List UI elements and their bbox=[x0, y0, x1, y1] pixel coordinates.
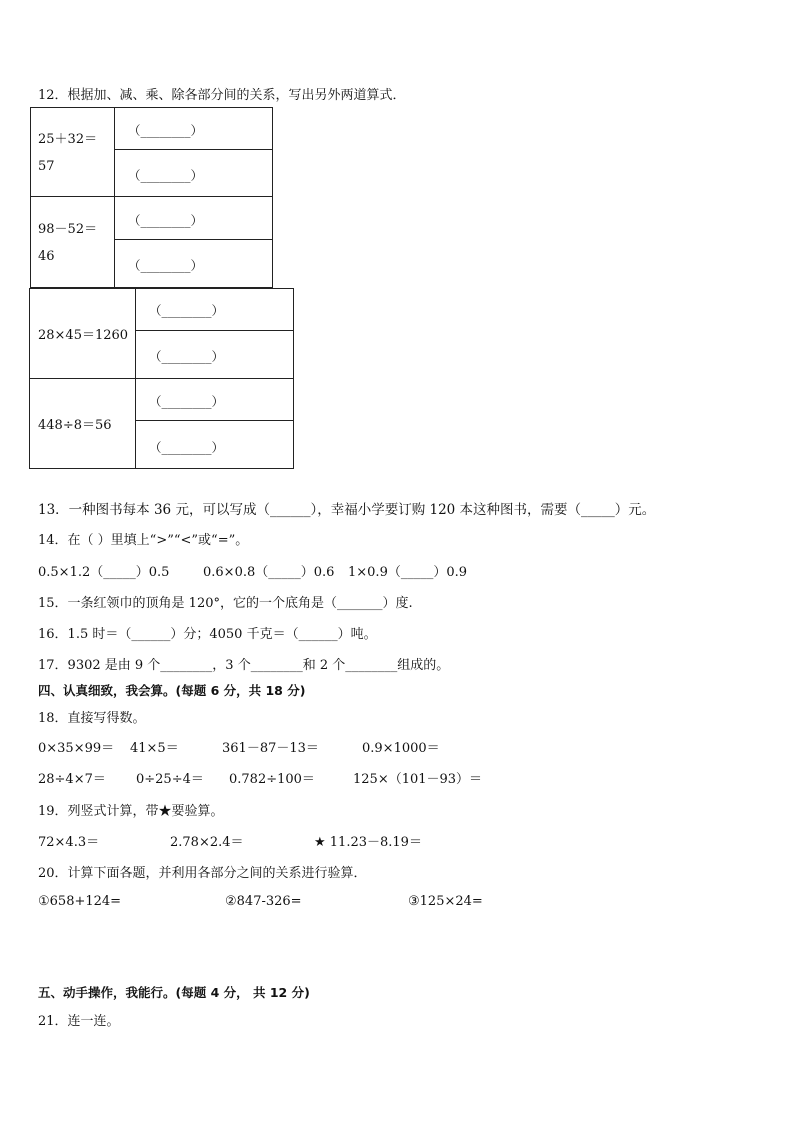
table-blank[interactable]: （________） bbox=[149, 394, 225, 409]
question-12: 12．根据加、减、乘、除各部分间的关系，写出另外两道算式． bbox=[38, 88, 406, 103]
calc-item: 0.9×1000＝ bbox=[362, 741, 440, 756]
table-blank[interactable]: （________） bbox=[128, 168, 204, 183]
calc-item: 0×35×99＝ bbox=[38, 741, 115, 756]
calc-item: 0.782÷100＝ bbox=[229, 772, 315, 787]
question-17: 17．9302 是由 9 个________，3 个________和 2 个________组成的。 bbox=[38, 658, 450, 673]
table-equation-2b: 46 bbox=[38, 249, 55, 264]
question-16: 16．1.5 时＝（______）分；4050 千克＝（______）吨。 bbox=[38, 627, 377, 642]
verify-calc-item: ②847-326= bbox=[225, 894, 302, 909]
compare-item[interactable]: 0.6×0.8（_____）0.6 bbox=[203, 565, 335, 580]
vertical-calc-item: 72×4.3＝ bbox=[38, 835, 100, 850]
calc-item: 41×5＝ bbox=[130, 741, 179, 756]
section-4-heading: 四、认真细致，我会算。(每题 6 分，共 18 分) bbox=[38, 683, 306, 698]
table-equation-4: 448÷8＝56 bbox=[38, 418, 112, 433]
table-equation-3: 28×45＝1260 bbox=[38, 328, 129, 343]
question-18: 18．直接写得数。 bbox=[38, 711, 146, 726]
table-equation-1b: 57 bbox=[38, 159, 55, 174]
compare-item[interactable]: 0.5×1.2（_____）0.5 bbox=[38, 565, 170, 580]
table-equation-2a: 98－52＝ bbox=[38, 222, 98, 237]
calc-item: 0÷25÷4＝ bbox=[136, 772, 204, 787]
table-blank[interactable]: （________） bbox=[128, 213, 204, 228]
question-14: 14．在（ ）里填上“>”“<”或“=”。 bbox=[38, 533, 249, 548]
table-blank[interactable]: （________） bbox=[128, 123, 204, 138]
vertical-calc-item: ★ 11.23－8.19＝ bbox=[314, 835, 422, 850]
table-blank[interactable]: （________） bbox=[149, 303, 225, 318]
question-19: 19．列竖式计算，带★要验算。 bbox=[38, 804, 224, 819]
table-equation-1a: 25＋32＝ bbox=[38, 132, 98, 147]
table-blank[interactable]: （________） bbox=[149, 440, 225, 455]
vertical-calc-item: 2.78×2.4＝ bbox=[170, 835, 244, 850]
question-20: 20．计算下面各题，并利用各部分之间的关系进行验算． bbox=[38, 866, 367, 881]
question-15: 15．一条红领巾的顶角是 120°，它的一个底角是（_______）度. bbox=[38, 596, 413, 611]
question-21: 21．连一连。 bbox=[38, 1014, 120, 1029]
section-5-heading: 五、动手操作，我能行。(每题 4 分， 共 12 分) bbox=[38, 985, 310, 1000]
table-blank[interactable]: （________） bbox=[149, 349, 225, 364]
question-13: 13．一种图书每本 36 元，可以写成（______），幸福小学要订购 120 本这种图书，需要（_____）元。 bbox=[38, 502, 656, 518]
compare-item[interactable]: 1×0.9（_____）0.9 bbox=[348, 565, 468, 580]
verify-calc-item: ①658+124= bbox=[38, 894, 122, 909]
table-blank[interactable]: （________） bbox=[128, 258, 204, 273]
calc-item: 28÷4×7＝ bbox=[38, 772, 106, 787]
calc-item: 125×（101－93）＝ bbox=[353, 772, 483, 787]
verify-calc-item: ③125×24= bbox=[408, 894, 483, 909]
calc-item: 361－87－13＝ bbox=[222, 741, 319, 756]
